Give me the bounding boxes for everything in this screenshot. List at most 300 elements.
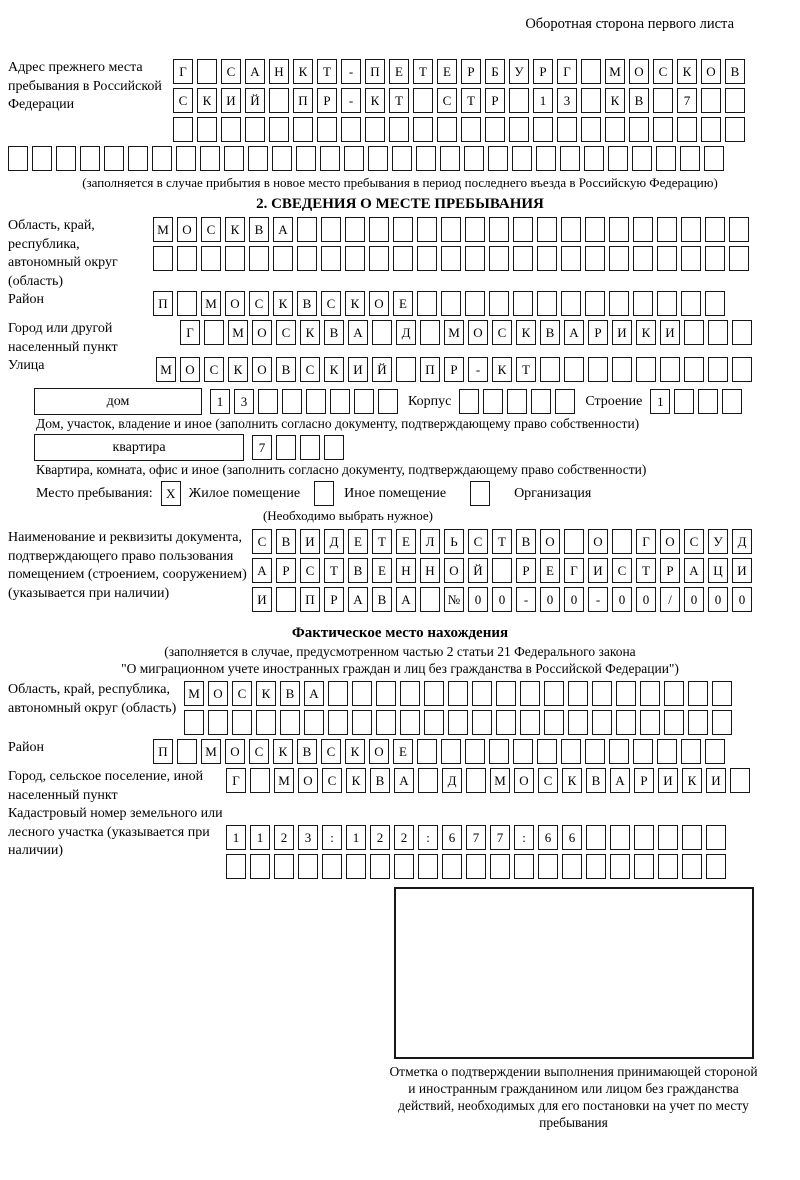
char-cell-empty [369, 217, 389, 242]
oblast-row2 [153, 246, 753, 271]
char-cell-empty [634, 825, 654, 850]
char-cell-empty [256, 710, 276, 735]
char-cell-filled: И [221, 88, 241, 113]
char-cell-filled: Т [413, 59, 433, 84]
char-cell-empty [321, 217, 341, 242]
char-cell-filled: С [321, 291, 341, 316]
char-cell-filled: П [420, 357, 440, 382]
char-cell-empty [681, 217, 701, 242]
char-cell-empty [513, 246, 533, 271]
char-cell-empty [152, 146, 172, 171]
char-cell-filled: В [324, 320, 344, 345]
char-cell-filled: 3 [234, 389, 254, 414]
char-cell-empty [722, 389, 742, 414]
char-cell-filled: 3 [557, 88, 577, 113]
char-cell-empty [616, 681, 636, 706]
char-cell-empty [441, 739, 461, 764]
char-cell-empty [376, 681, 396, 706]
char-cell-filled: Р [485, 88, 505, 113]
char-cell-empty [324, 435, 344, 460]
char-cell-empty [276, 435, 296, 460]
char-cell-filled: 2 [274, 825, 294, 850]
char-cell-filled: О [701, 59, 721, 84]
oblast-row1 [153, 217, 753, 242]
char-cell-empty [562, 854, 582, 879]
factual-rayon-label: Район [8, 740, 44, 755]
char-cell-empty [585, 217, 605, 242]
char-cell-filled: К [562, 768, 582, 793]
char-cell-filled: К [225, 217, 245, 242]
char-cell-empty [585, 739, 605, 764]
char-cell-empty [320, 146, 340, 171]
char-cell-empty [537, 291, 557, 316]
char-cell-filled: М [490, 768, 510, 793]
char-cell-filled: Н [396, 558, 416, 583]
char-cell-empty [585, 246, 605, 271]
char-cell-empty [705, 291, 725, 316]
char-cell-empty [682, 854, 702, 879]
char-cell-filled: - [516, 587, 536, 612]
doc-label: Наименование и реквизиты документа, подтверждающего право пользования помещением (строением, сооружением) (указывается при наличии) [8, 530, 247, 601]
char-cell-filled: Й [245, 88, 265, 113]
char-cell-filled: Т [317, 59, 337, 84]
char-cell-filled: - [341, 88, 361, 113]
char-cell-empty [536, 146, 556, 171]
option-label-zhiloe: Жилое помещение [188, 485, 301, 501]
char-cell-empty [248, 146, 268, 171]
oblast-field [8, 217, 792, 291]
char-cell-empty [531, 389, 551, 414]
char-cell-filled: У [708, 529, 728, 554]
char-cell-filled: Е [393, 739, 413, 764]
char-cell-filled: А [252, 558, 272, 583]
char-cell-empty [705, 739, 725, 764]
char-cell-filled: О [540, 529, 560, 554]
char-cell-empty [345, 246, 365, 271]
char-cell-filled: Ь [444, 529, 464, 554]
char-cell-empty [306, 389, 326, 414]
char-cell-empty [564, 357, 584, 382]
prev-address-row2 [173, 88, 749, 113]
char-cell-filled: 2 [394, 825, 414, 850]
char-cell-filled: 2 [370, 825, 390, 850]
prev-address-caption: (заполняется в случае прибытия в новое место пребывания в период последнего въезда в Российскую Федерацию) [82, 175, 718, 190]
prev-address-row1 [173, 59, 749, 84]
char-cell-filled: К [682, 768, 702, 793]
char-cell-empty [448, 681, 468, 706]
char-cell-empty [300, 435, 320, 460]
char-cell-filled: М [201, 291, 221, 316]
char-cell-empty [322, 854, 342, 879]
char-cell-filled: М [228, 320, 248, 345]
char-cell-filled: А [304, 681, 324, 706]
char-cell-empty [581, 59, 601, 84]
char-cell-empty [681, 739, 701, 764]
char-cell-filled: А [610, 768, 630, 793]
char-cell-filled: Б [485, 59, 505, 84]
char-cell-filled: О [514, 768, 534, 793]
char-cell-filled: И [612, 320, 632, 345]
char-cell-empty [725, 117, 745, 142]
char-cell-empty [200, 146, 220, 171]
char-cell-filled: О [660, 529, 680, 554]
char-cell-empty [732, 357, 752, 382]
char-cell-empty [677, 117, 697, 142]
char-cell-filled: В [372, 587, 392, 612]
char-cell-empty [684, 357, 704, 382]
char-cell-filled: Т [636, 558, 656, 583]
char-cell-empty [609, 217, 629, 242]
char-cell-empty [657, 291, 677, 316]
char-cell-filled: 1 [650, 389, 670, 414]
char-cell-filled: С [204, 357, 224, 382]
char-cell-empty [657, 246, 677, 271]
char-cell-empty [633, 739, 653, 764]
char-cell-empty [629, 117, 649, 142]
dom-name-box: дом [34, 388, 202, 415]
char-cell-empty [441, 291, 461, 316]
char-cell-filled: Р [317, 88, 337, 113]
char-cell-filled: Р [324, 587, 344, 612]
doc-row2 [252, 558, 756, 583]
kadastr-label: Кадастровый номер земельного или лесного участка (указывается при наличии) [8, 806, 223, 858]
char-cell-empty [509, 88, 529, 113]
char-cell-filled: Т [516, 357, 536, 382]
char-cell-empty [250, 854, 270, 879]
char-cell-empty [557, 117, 577, 142]
char-cell-empty [221, 117, 241, 142]
char-cell-filled: Й [468, 558, 488, 583]
char-cell-filled: П [365, 59, 385, 84]
char-cell-empty [732, 320, 752, 345]
char-cell-filled: О [225, 291, 245, 316]
char-cell-empty [674, 389, 694, 414]
char-cell-filled: А [684, 558, 704, 583]
char-cell-empty [173, 117, 193, 142]
char-cell-empty [560, 146, 580, 171]
char-cell-empty [496, 681, 516, 706]
char-cell-filled: К [345, 291, 365, 316]
char-cell-empty [225, 246, 245, 271]
char-cell-empty [378, 389, 398, 414]
char-cell-empty [568, 710, 588, 735]
char-cell-filled: О [369, 739, 389, 764]
char-cell-empty [440, 146, 460, 171]
char-cell-filled: С [468, 529, 488, 554]
char-cell-empty [664, 710, 684, 735]
char-cell-empty [568, 681, 588, 706]
char-cell-empty [465, 291, 485, 316]
char-cell-filled: К [273, 739, 293, 764]
factual-caption-line1: (заполняется в случае, предусмотренном частью 2 статьи 21 Федерального закона [164, 644, 636, 659]
char-cell-empty [417, 291, 437, 316]
char-cell-empty [177, 291, 197, 316]
char-cell-filled: Р [660, 558, 680, 583]
doc-cells [252, 529, 756, 616]
char-cell-filled: П [293, 88, 313, 113]
char-cell-empty [706, 854, 726, 879]
oblast-label: Область, край, республика, автономный округ (область) [8, 218, 118, 289]
char-cell-empty [418, 768, 438, 793]
char-cell-empty [537, 217, 557, 242]
char-cell-filled: К [256, 681, 276, 706]
char-cell-empty [442, 854, 462, 879]
char-cell-filled: Р [516, 558, 536, 583]
char-cell-empty [465, 246, 485, 271]
char-cell-filled: О [629, 59, 649, 84]
char-cell-filled: Е [393, 291, 413, 316]
char-cell-filled: М [201, 739, 221, 764]
char-cell-empty [633, 217, 653, 242]
char-cell-filled: Е [389, 59, 409, 84]
kadastr-field [8, 805, 792, 883]
char-cell-filled: : [322, 825, 342, 850]
doc-field [8, 529, 792, 616]
char-cell-filled: С [252, 529, 272, 554]
char-cell-filled: 6 [538, 825, 558, 850]
stamp-caption: Отметка о подтверждении выполнения принимающей стороной и иностранным гражданином или лицом без гражданства действий, необходимых для его постановки на учет по месту пребывания [389, 1064, 758, 1130]
kvartira-row [34, 434, 792, 461]
char-cell-empty [441, 217, 461, 242]
char-cell-filled: С [653, 59, 673, 84]
char-cell-filled: О [468, 320, 488, 345]
char-cell-empty [437, 117, 457, 142]
char-cell-filled: : [418, 825, 438, 850]
rayon-field [8, 291, 792, 320]
char-cell-empty [354, 389, 374, 414]
char-cell-empty [610, 854, 630, 879]
char-cell-empty [341, 117, 361, 142]
char-cell-filled: К [300, 320, 320, 345]
char-cell-empty [729, 246, 749, 271]
char-cell-filled: К [228, 357, 248, 382]
char-cell-empty [657, 217, 677, 242]
char-cell-filled: 0 [612, 587, 632, 612]
char-cell-empty [298, 854, 318, 879]
factual-gorod-row [226, 768, 754, 793]
char-cell-empty [420, 320, 440, 345]
char-cell-empty [609, 739, 629, 764]
char-cell-empty [616, 710, 636, 735]
char-cell-filled: И [660, 320, 680, 345]
char-cell-filled: С [276, 320, 296, 345]
char-cell-empty [226, 854, 246, 879]
factual-caption-line2: "О миграционном учете иностранных граждан и лиц без гражданства в Российской Федерации") [121, 661, 679, 676]
option-checkbox-org [470, 481, 490, 506]
char-cell-empty [317, 117, 337, 142]
char-cell-filled: - [588, 587, 608, 612]
char-cell-empty [608, 146, 628, 171]
prev-address-label: Адрес прежнего места пребывания в Российской Федерации [8, 60, 162, 112]
char-cell-empty [184, 710, 204, 735]
char-cell-empty [416, 146, 436, 171]
char-cell-empty [632, 146, 652, 171]
char-cell-empty [658, 854, 678, 879]
char-cell-empty [177, 739, 197, 764]
char-cell-empty [197, 59, 217, 84]
char-cell-filled: И [706, 768, 726, 793]
rayon-row [153, 291, 729, 316]
option-checkbox-inoe [314, 481, 334, 506]
char-cell-empty [704, 146, 724, 171]
char-cell-empty [657, 739, 677, 764]
char-cell-filled: С [437, 88, 457, 113]
char-cell-empty [365, 117, 385, 142]
char-cell-empty [561, 739, 581, 764]
char-cell-filled: В [540, 320, 560, 345]
char-cell-empty [321, 246, 341, 271]
char-cell-filled: Е [437, 59, 457, 84]
char-cell-empty [610, 825, 630, 850]
char-cell-filled: В [629, 88, 649, 113]
factual-oblast-label: Область, край, республика, автономный округ (область) [8, 682, 177, 716]
char-cell-filled: С [538, 768, 558, 793]
char-cell-filled: В [586, 768, 606, 793]
char-cell-empty [490, 854, 510, 879]
char-cell-filled: К [293, 59, 313, 84]
char-cell-filled: М [156, 357, 176, 382]
char-cell-empty [513, 739, 533, 764]
ulitsa-field [8, 357, 792, 386]
char-cell-empty [489, 739, 509, 764]
char-cell-filled: 0 [564, 587, 584, 612]
char-cell-filled: 6 [562, 825, 582, 850]
char-cell-filled: Р [444, 357, 464, 382]
char-cell-filled: А [348, 320, 368, 345]
char-cell-empty [730, 768, 750, 793]
char-cell-empty [705, 217, 725, 242]
char-cell-empty [393, 217, 413, 242]
char-cell-empty [459, 389, 479, 414]
char-cell-empty [544, 681, 564, 706]
char-cell-filled: И [300, 529, 320, 554]
char-cell-filled: С [684, 529, 704, 554]
char-cell-empty [420, 587, 440, 612]
char-cell-empty [544, 710, 564, 735]
char-cell-filled: Т [324, 558, 344, 583]
char-cell-empty [282, 389, 302, 414]
char-cell-filled: Р [276, 558, 296, 583]
char-cell-empty [540, 357, 560, 382]
stroenie-label: Строение [585, 393, 643, 409]
char-cell-filled: В [249, 217, 269, 242]
char-cell-filled: А [394, 768, 414, 793]
char-cell-empty [274, 854, 294, 879]
char-cell-empty [636, 357, 656, 382]
char-cell-empty [400, 681, 420, 706]
char-cell-empty [232, 710, 252, 735]
char-cell-empty [609, 246, 629, 271]
char-cell-empty [344, 146, 364, 171]
char-cell-empty [201, 246, 221, 271]
char-cell-empty [483, 389, 503, 414]
char-cell-filled: В [297, 739, 317, 764]
char-cell-filled: О [208, 681, 228, 706]
char-cell-filled: К [345, 739, 365, 764]
char-cell-empty [269, 117, 289, 142]
char-cell-filled: О [252, 357, 272, 382]
char-cell-empty [688, 681, 708, 706]
char-cell-empty [304, 710, 324, 735]
char-cell-empty [660, 357, 680, 382]
char-cell-empty [176, 146, 196, 171]
char-cell-empty [537, 739, 557, 764]
char-cell-empty [276, 587, 296, 612]
ulitsa-row [156, 357, 756, 382]
char-cell-filled: С [492, 320, 512, 345]
char-cell-filled: С [300, 558, 320, 583]
factual-title: Фактическое место нахождения [291, 625, 509, 641]
char-cell-empty [204, 320, 224, 345]
char-cell-empty [413, 117, 433, 142]
char-cell-filled: А [273, 217, 293, 242]
char-cell-filled: Ц [708, 558, 728, 583]
char-cell-filled: В [280, 681, 300, 706]
char-cell-filled: К [365, 88, 385, 113]
factual-oblast-cells [184, 681, 736, 739]
char-cell-empty [273, 246, 293, 271]
char-cell-filled: О [180, 357, 200, 382]
char-cell-empty [588, 357, 608, 382]
char-cell-empty [352, 681, 372, 706]
char-cell-empty [605, 117, 625, 142]
char-cell-empty [293, 117, 313, 142]
char-cell-empty [258, 389, 278, 414]
char-cell-empty [513, 291, 533, 316]
char-cell-empty [424, 681, 444, 706]
char-cell-filled: Й [372, 357, 392, 382]
char-cell-empty [128, 146, 148, 171]
char-cell-empty [280, 710, 300, 735]
char-cell-filled: С [612, 558, 632, 583]
char-cell-filled: А [564, 320, 584, 345]
char-cell-empty [472, 681, 492, 706]
char-cell-filled: К [516, 320, 536, 345]
doc-row3 [252, 587, 756, 612]
char-cell-empty [465, 217, 485, 242]
char-cell-filled: 3 [298, 825, 318, 850]
char-cell-filled: - [468, 357, 488, 382]
char-cell-empty [512, 146, 532, 171]
char-cell-empty [585, 291, 605, 316]
char-cell-empty [489, 246, 509, 271]
char-cell-filled: Е [348, 529, 368, 554]
char-cell-empty [249, 246, 269, 271]
char-cell-empty [245, 117, 265, 142]
char-cell-filled: Д [396, 320, 416, 345]
char-cell-filled: Т [389, 88, 409, 113]
char-cell-empty [520, 681, 540, 706]
char-cell-empty [680, 146, 700, 171]
char-cell-filled: А [245, 59, 265, 84]
char-cell-filled: О [225, 739, 245, 764]
char-cell-filled: Г [226, 768, 246, 793]
kadastr-cells [226, 825, 730, 883]
char-cell-filled: С [322, 768, 342, 793]
mesto-label: Место пребывания: [36, 485, 153, 501]
char-cell-empty [80, 146, 100, 171]
char-cell-filled: В [725, 59, 745, 84]
char-cell-filled: В [297, 291, 317, 316]
char-cell-empty [708, 320, 728, 345]
char-cell-empty [417, 246, 437, 271]
char-cell-empty [682, 825, 702, 850]
char-cell-filled: П [153, 739, 173, 764]
char-cell-filled: М [444, 320, 464, 345]
char-cell-empty [393, 246, 413, 271]
char-cell-empty [485, 117, 505, 142]
doc-row1 [252, 529, 756, 554]
